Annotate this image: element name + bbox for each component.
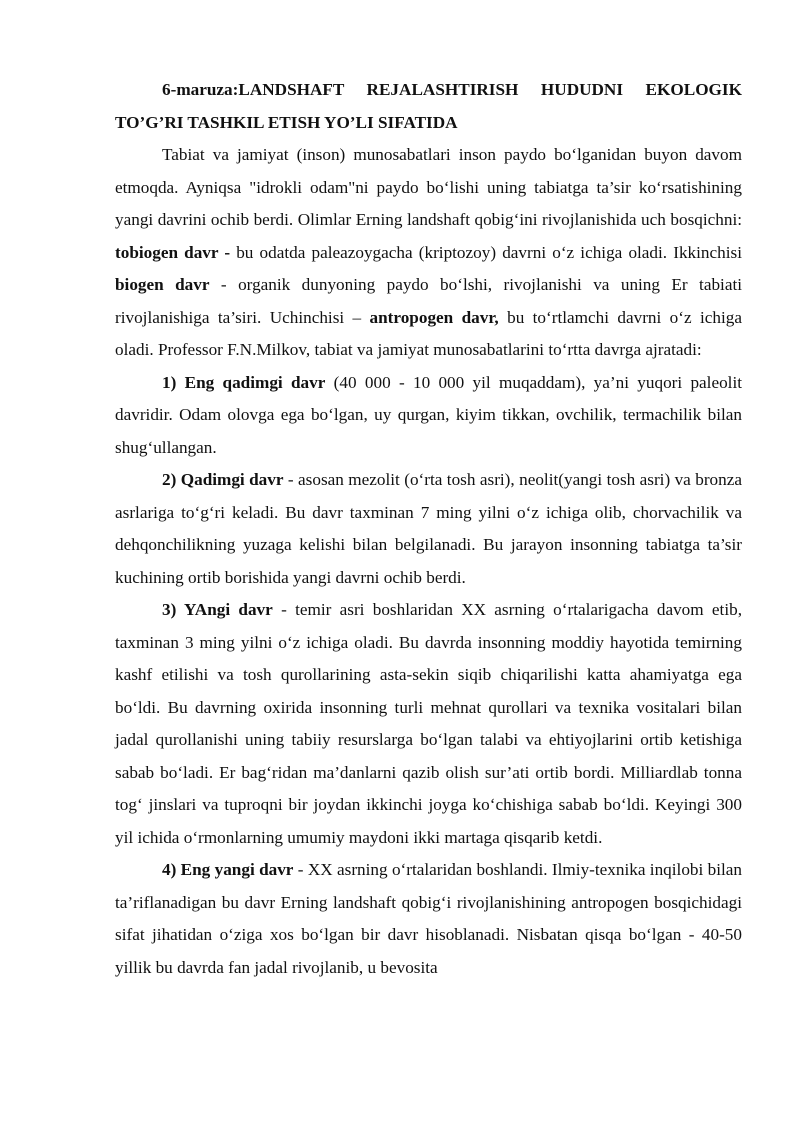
period-paragraph-2 <box>115 464 742 594</box>
period-paragraph-4 <box>115 854 742 984</box>
lecture-title <box>115 74 742 139</box>
intro-text-3: - organik dunyoning paydo bo‘lshi, rivojlanishi va uning Er tabiati rivojlanishiga ta’siri. Uchinchisi – <box>115 275 743 327</box>
period-paragraph-1 <box>115 367 742 465</box>
intro-text-1: Tabiat va jamiyat (inson) munosabatlari inson paydo bo‘lganidan buyon davom etmoqda. Ayniqsa "idrokli odam"ni paydo bo‘lishi uning tabiatga ta’sir ko‘rsatishining yangi davrini ochib berdi. Olimlar Erning landshaft qobig‘ini rivojlanishida uch bosqichni: <box>115 145 742 229</box>
period-text: - asosan mezolit (o‘rta tosh asri), neolit(yangi tosh asri) va bronza asrlariga to‘g‘ri keladi. Bu davr taxminan 7 ming yilni o‘z ichiga olib, chorvachilik va dehqonchilikning yuzaga kelishi bilan belgilanadi. Bu jarayon insonning tabiatga ta’sir kuchining ortib borishida yangi davrni ochib berdi. <box>115 470 742 587</box>
intro-text-2: bu odatda paleazoygacha (kriptozoy) davrni o‘z ichiga oladi. Ikkinchisi <box>230 242 742 262</box>
lecture-title-text: LANDSHAFT REJALASHTIRISH HUDUDNI EKOLOGIK TO’G’RI TASHKIL ETISH YO’LI SIFATIDA <box>115 80 742 132</box>
term-tobiogen: tobiogen davr - <box>115 242 231 262</box>
period-heading: 4) Eng yangi davr <box>162 860 294 879</box>
term-biogen: biogen davr <box>115 275 210 294</box>
period-heading: 3) YAngi davr <box>162 600 273 619</box>
period-text: - XX asrning o‘rtalaridan boshlandi. Ilmiy-texnika inqilobi bilan ta’riflanadigan bu davr Erning landshaft qobig‘i rivojlanishining antropogen bosqichidagi sifat jihatidan o‘ziga xos bo‘lgan bir davr hisoblanadi. Nisbatan qisqa bo‘lgan - 40-50 yillik bu davrda fan jadal rivojlanib, u bevosita <box>115 860 742 977</box>
period-heading: 2) Qadimgi davr <box>162 470 284 489</box>
intro-text-4: bu to‘rtlamchi davrni o‘z ichiga oladi. Professor F.N.Milkov, tabiat va jamiyat munosabatlarini to‘rtta davrga ajratadi: <box>115 307 742 359</box>
lecture-number: 6-maruza: <box>162 80 239 99</box>
term-antropogen: antropogen davr, <box>369 307 499 327</box>
period-paragraph-3 <box>115 594 742 854</box>
period-text: - temir asri boshlaridan XX asrning o‘rtalarigacha davom etib, taxminan 3 ming yilni o‘z ichiga oladi. Bu davrda insonning moddiy hayotida temirning kashf etilishi va tosh qurollarining asta-sekin siqib chiqarilishi katta ahamiyatga ega bo‘ldi. Bu davrning oxirida insonning turli mehnat qurollari va texnika vositalari bilan jadal qurollanishi uning tabiiy resurslarga bo‘lgan talabi va ehtiyojlarini ortib ketishiga sabab bo‘ladi. Er bag‘ridan ma’danlarni qazib olish sur’ati ortib bordi. Milliardlab tonna tog‘ jinslari va tuproqni bir joydan ikkinchi joyga ko‘chishiga sabab bo‘ldi. Keyingi 300 yil ichida o‘rmonlarning umumiy maydoni ikki martaga qisqarib ketdi. <box>115 600 742 847</box>
period-heading: 1) Eng qadimgi davr <box>162 372 326 392</box>
period-text: (40 000 - 10 000 yil muqaddam), ya’ni yuqori paleolit davridir. Odam olovga ega bo‘lgan, uy qurgan, kiyim tikkan, ovchilik, termachilik bilan shug‘ullangan. <box>115 372 742 457</box>
intro-paragraph <box>115 139 742 367</box>
document-body <box>115 74 742 984</box>
